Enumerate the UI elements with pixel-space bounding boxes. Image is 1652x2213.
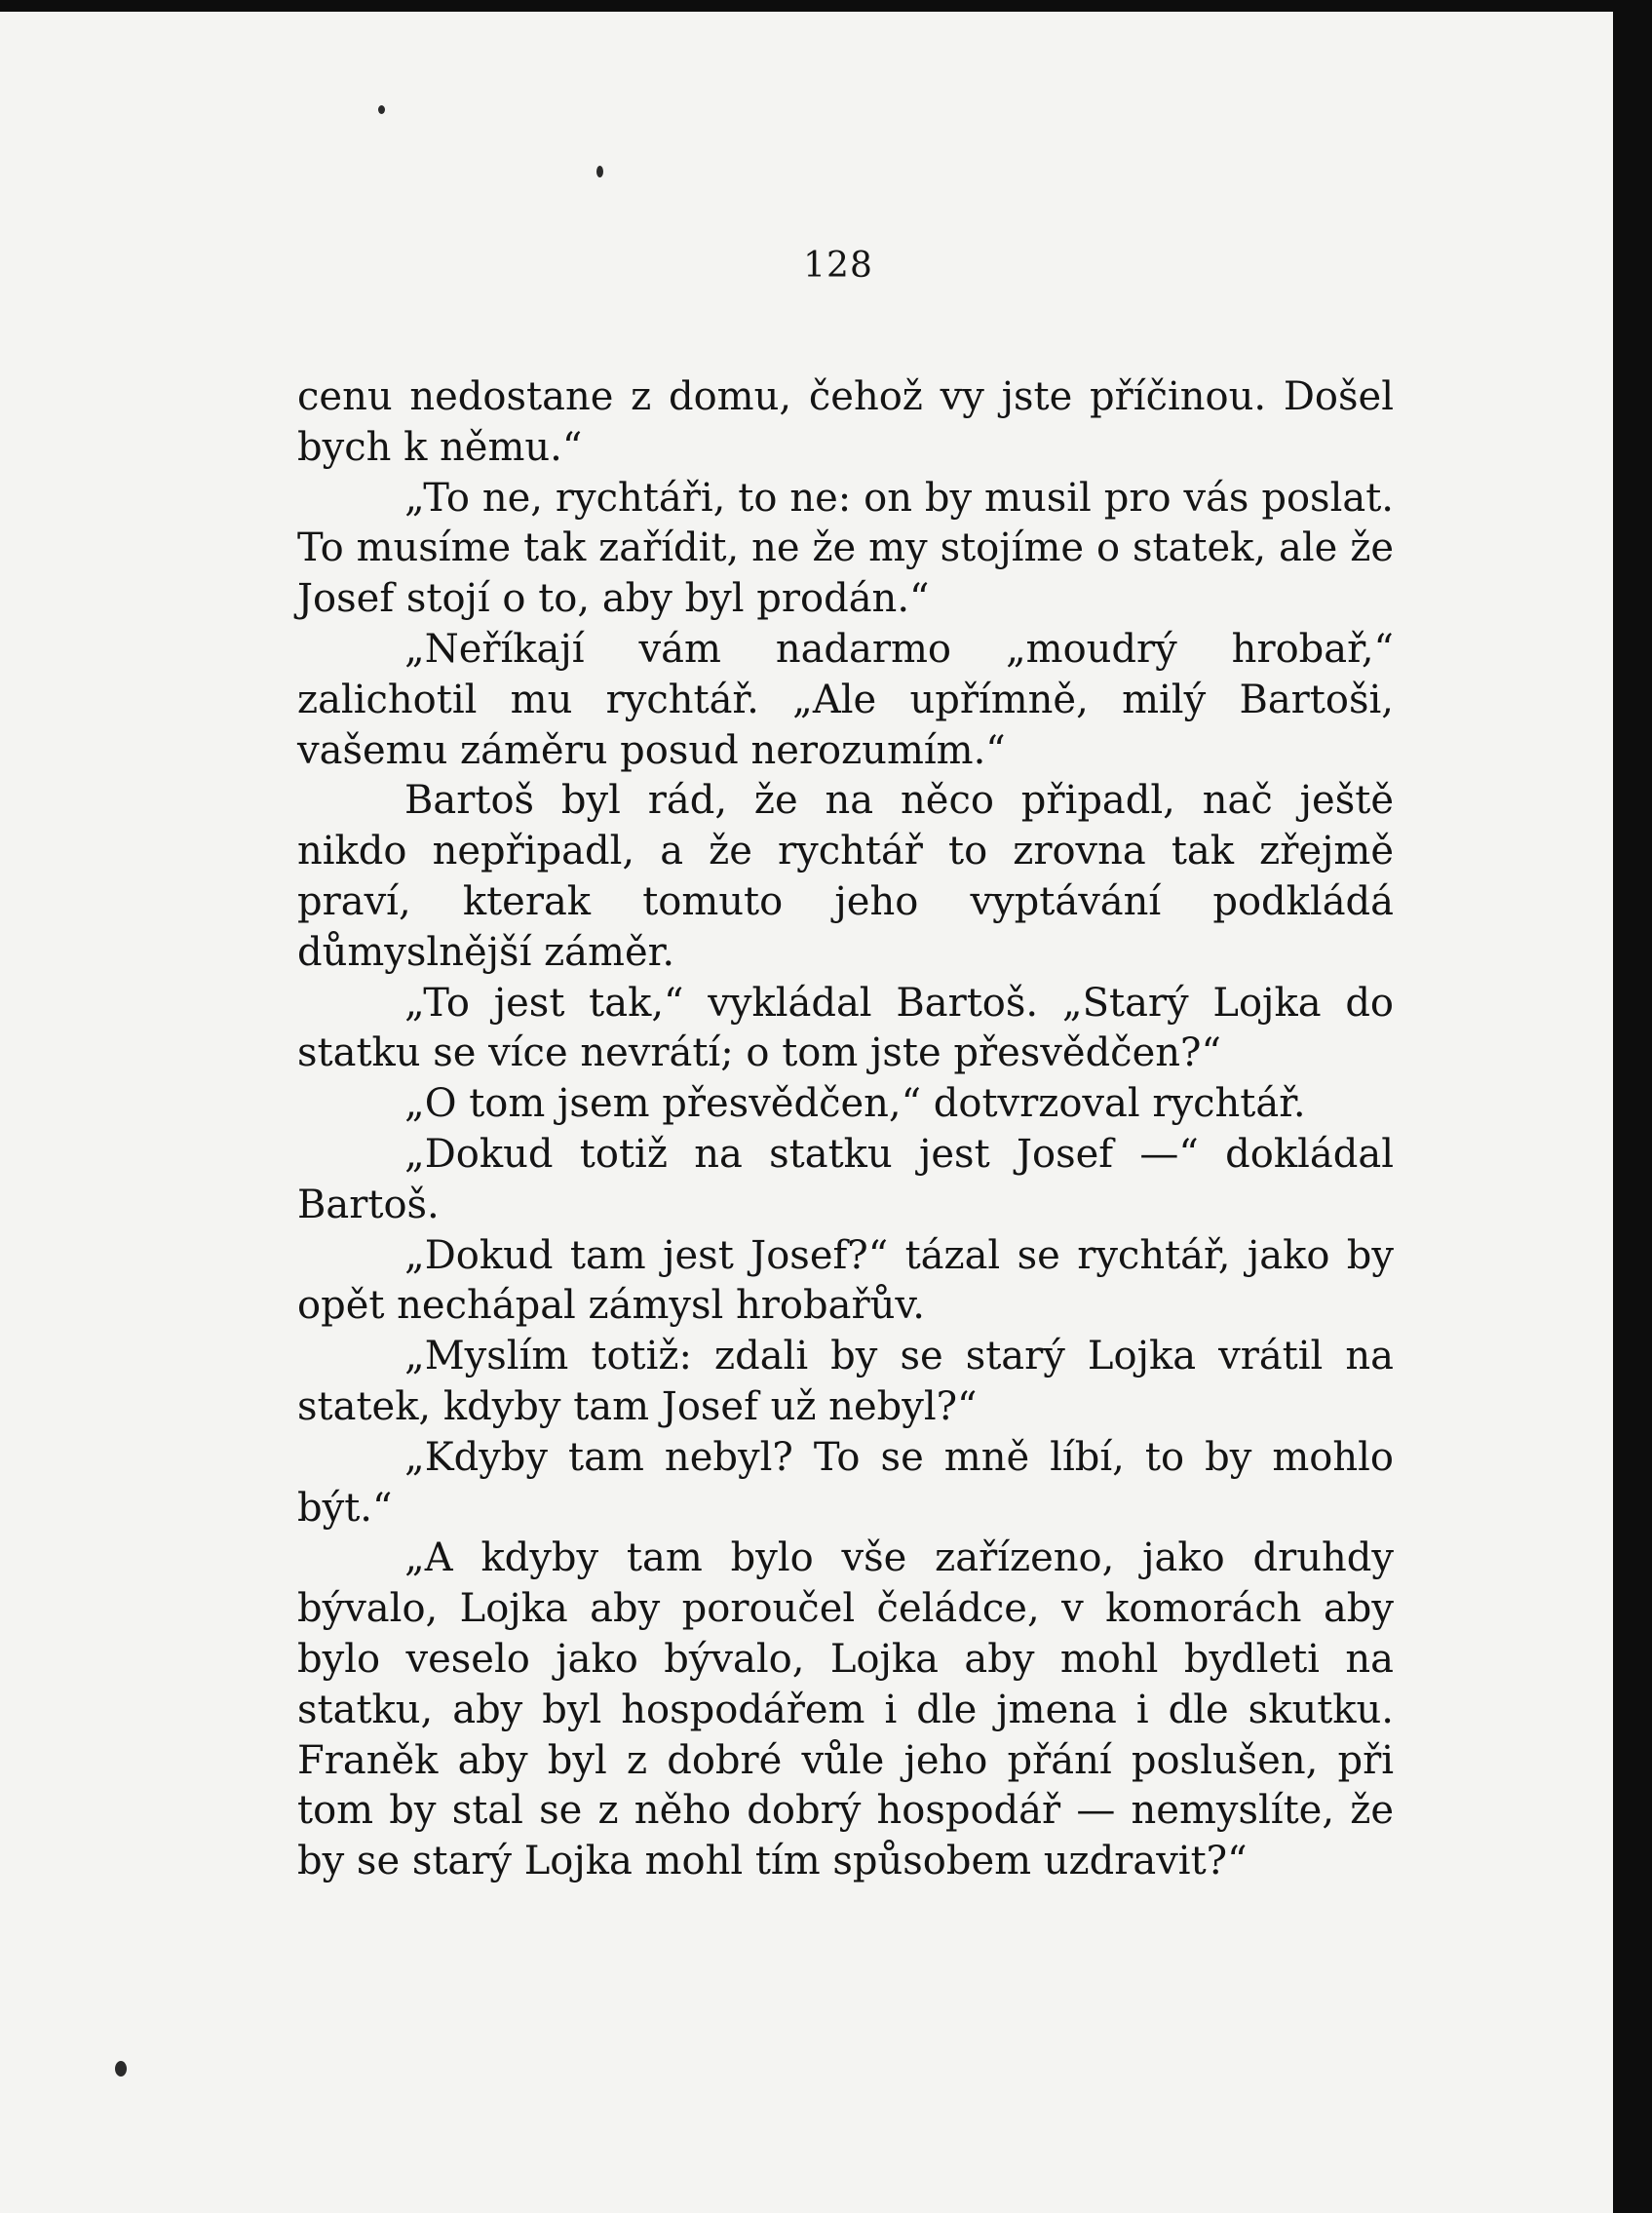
paragraph: „Dokud tam jest Josef?“ tázal se rychtář, jako by opět nechápal zámysl hrobařův.	[297, 1232, 1394, 1329]
ink-speck	[596, 166, 603, 177]
paragraph: „Kdyby tam nebyl? To se mně líbí, to by mohlo být.“	[297, 1434, 1394, 1531]
paragraph: „Neříkají vám nadarmo „moudrý hrobař,“ zalichotil mu rychtář. „Ale upřímně, milý Bartoši, vašemu záměru posud nerozumím.“	[297, 626, 1394, 773]
paragraph: „Myslím totiž: zdali by se starý Lojka vrátil na statek, kdyby tam Josef už nebyl?“	[297, 1334, 1394, 1429]
paragraph: „O tom jsem přesvědčen,“ dotvrzoval rychtář.	[404, 1081, 1306, 1127]
paragraph: „To jest tak,“ vykládal Bartoš. „Starý Lojka do statku se více nevrátí; o tom jste přesvědčen?“	[297, 980, 1394, 1076]
paragraph: „A kdyby tam bylo vše zařízeno, jako druhdy bývalo, Lojka aby poroučel čeládce, v komorách aby bylo veselo jako bývalo, Lojka aby mohl bydleti na statku, aby byl hospodářem i dle jmena i dle skutku. Franěk aby byl z dobré vůle jeho přání poslušen, při tom by stal se z něho dobrý hospodář — nemyslíte, že by se starý Lojka mohl tím spůsobem uzdravit?“	[297, 1535, 1394, 1884]
ink-speck	[115, 2061, 127, 2077]
scan-top-border	[0, 0, 1652, 12]
scan-right-border	[1613, 0, 1652, 2213]
paragraph: cenu nedostane z domu, čehož vy jste příčinou. Došel bych k němu.“	[297, 374, 1394, 470]
paragraph: Bartoš byl rád, že na něco připadl, nač ještě nikdo nepřipadl, a že rychtář to zrovna tak zřejmě praví, kterak tomuto jeho vyptávání podkládá důmyslnější záměr.	[297, 778, 1394, 975]
page-number: 128	[803, 246, 873, 286]
paragraph: „To ne, rychtáři, to ne: on by musil pro vás poslat. To musíme tak zařídit, ne že my stojíme o statek, ale že Josef stojí o to, aby byl prodán.“	[297, 475, 1394, 622]
paragraph: „Dokud totiž na statku jest Josef —“ dokládal Bartoš.	[297, 1131, 1394, 1227]
body-text	[297, 372, 1394, 1887]
ink-speck	[378, 105, 385, 114]
book-page	[0, 12, 1613, 2213]
